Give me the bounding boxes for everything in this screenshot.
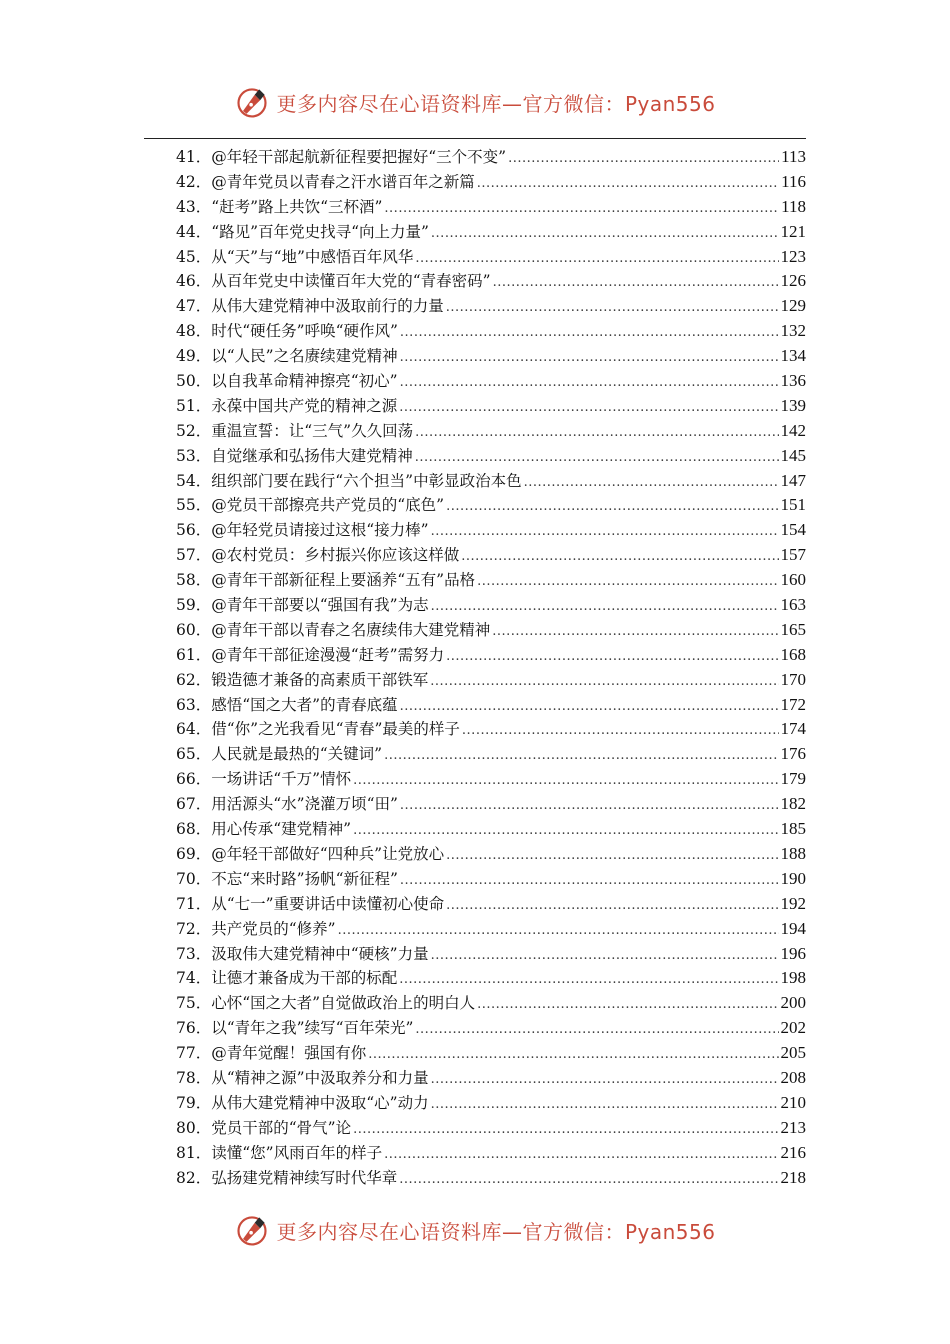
toc-dot-leader: [508, 147, 779, 172]
toc-entry[interactable]: [176, 1041, 806, 1066]
toc-entry-title: 69．@年轻干部做好“四种兵”让党放心: [176, 844, 445, 863]
toc-entry-page-number: 170: [780, 669, 806, 689]
toc-entry-page-number: 208: [780, 1067, 806, 1087]
toc-entry[interactable]: [176, 1116, 806, 1141]
toc-entry-page-number: 163: [780, 595, 806, 615]
toc-entry-title: 58．@青年干部新征程上要涵养“五有”品格: [176, 571, 476, 590]
toc-entry-page-number: 205: [780, 1043, 806, 1063]
toc-entry-title: 60．@青年干部以青春之名赓续伟大建党精神: [176, 620, 491, 639]
toc-entry-page-number: 121: [780, 221, 806, 241]
toc-dot-leader: [431, 222, 779, 247]
toc-entry-page-number: 168: [780, 644, 806, 664]
toc-entry-page-number: 126: [780, 271, 806, 291]
toc-entry[interactable]: [176, 195, 806, 220]
toc-entry[interactable]: [176, 717, 806, 742]
toc-entry[interactable]: [176, 543, 806, 568]
toc-entry-title: 79．从伟大建党精神中汲取“心”动力: [176, 1093, 429, 1112]
toc-entry[interactable]: [176, 618, 806, 643]
footer-watermark-text: 更多内容尽在心语资料库—官方微信：Pyan556: [276, 1219, 716, 1244]
toc-dot-leader: [353, 1118, 778, 1143]
toc-entry-title: 44．“路见”百年党史找寻“向上力量”: [176, 222, 429, 241]
toc-entry[interactable]: [176, 1091, 806, 1116]
toc-entry[interactable]: [176, 842, 806, 867]
toc-entry-page-number: 160: [780, 570, 806, 590]
toc-entry-title: 80．党员干部的“骨气”论: [176, 1118, 352, 1137]
toc-dot-leader: [477, 993, 778, 1018]
toc-entry-page-number: 202: [780, 1018, 806, 1038]
toc-entry-title: 64．借“你”之光我看见“青春”最美的样子: [176, 720, 460, 739]
toc-entry[interactable]: [176, 220, 806, 245]
toc-entry[interactable]: [176, 792, 806, 817]
toc-dot-leader: [353, 769, 778, 794]
toc-entry[interactable]: [176, 817, 806, 842]
toc-dot-leader: [400, 371, 779, 396]
toc-entry-title: 61．@青年干部征途漫漫“赶考”需努力: [176, 645, 445, 664]
toc-entry-page-number: 176: [780, 744, 806, 764]
toc-entry[interactable]: [176, 942, 806, 967]
toc-entry-page-number: 134: [780, 346, 806, 366]
toc-dot-leader: [446, 495, 778, 520]
toc-entry-title: 74．让德才兼备成为干部的标配: [176, 969, 398, 988]
toc-entry-page-number: 172: [780, 694, 806, 714]
header-watermark-text: 更多内容尽在心语资料库—官方微信：Pyan556: [276, 91, 716, 116]
toc-entry-page-number: 145: [780, 445, 806, 465]
toc-entry-page-number: 198: [780, 968, 806, 988]
toc-entry-page-number: 154: [780, 520, 806, 540]
toc-entry-title: 53．自觉继承和弘扬伟大建党精神: [176, 446, 413, 465]
toc-dot-leader: [431, 1068, 779, 1093]
toc-dot-leader: [384, 197, 779, 222]
toc-entry[interactable]: [176, 319, 806, 344]
toc-entry[interactable]: [176, 892, 806, 917]
toc-entry-title: 73．汲取伟大建党精神中“硬核”力量: [176, 944, 429, 963]
toc-entry[interactable]: [176, 170, 806, 195]
toc-dot-leader: [415, 1018, 778, 1043]
toc-dot-leader: [399, 396, 778, 421]
toc-entry-page-number: 213: [780, 1117, 806, 1137]
toc-entry-page-number: 185: [780, 819, 806, 839]
toc-entry-page-number: 123: [780, 246, 806, 266]
pen-nib-logo-icon: [234, 84, 270, 120]
toc-entry[interactable]: [176, 518, 806, 543]
header-divider: [144, 138, 806, 139]
toc-entry-page-number: 147: [780, 470, 806, 490]
toc-dot-leader: [400, 794, 779, 819]
toc-entry-title: 54．组织部门要在践行“六个担当”中彰显政治本色: [176, 471, 522, 490]
toc-entry[interactable]: [176, 668, 806, 693]
toc-entry-title: 43．“赶考”路上共饮“三杯酒”: [176, 197, 383, 216]
toc-dot-leader: [353, 819, 778, 844]
footer-watermark-banner: [0, 1210, 950, 1250]
toc-dot-leader: [338, 919, 779, 944]
toc-entry-page-number: 218: [780, 1167, 806, 1187]
toc-entry[interactable]: [176, 394, 806, 419]
toc-entry[interactable]: [176, 469, 806, 494]
toc-entry-title: 63．感悟“国之大者”的青春底蕴: [176, 695, 398, 714]
toc-entry[interactable]: [176, 568, 806, 593]
toc-entry[interactable]: [176, 991, 806, 1016]
toc-dot-leader: [493, 271, 779, 296]
toc-entry-title: 51．永葆中国共产党的精神之源: [176, 396, 398, 415]
toc-dot-leader: [446, 296, 779, 321]
toc-dot-leader: [384, 1143, 778, 1168]
toc-dot-leader: [431, 944, 779, 969]
toc-entry-title: 67．用活源头“水”浇灌万顷“田”: [176, 795, 398, 814]
toc-dot-leader: [400, 695, 779, 720]
toc-entry-title: 75．心怀“国之大者”自觉做政治上的明白人: [176, 994, 476, 1013]
toc-entry-page-number: 142: [780, 420, 806, 440]
toc-entry-title: 82．弘扬建党精神续写时代华章: [176, 1168, 398, 1187]
toc-entry-page-number: 192: [780, 893, 806, 913]
toc-entry[interactable]: [176, 643, 806, 668]
toc-entry-title: 56．@年轻党员请接过这根“接力棒”: [176, 521, 429, 540]
toc-entry-title: 49．以“人民”之名赓续建党精神: [176, 347, 398, 366]
toc-entry-page-number: 116: [781, 171, 806, 191]
toc-entry-title: 41．@年轻干部起航新征程要把握好“三个不变”: [176, 148, 507, 166]
toc-dot-leader: [400, 346, 779, 371]
toc-dot-leader: [446, 844, 778, 869]
toc-entry-page-number: 182: [780, 794, 806, 814]
toc-entry[interactable]: [176, 493, 806, 518]
toc-entry-page-number: 129: [780, 296, 806, 316]
toc-dot-leader: [446, 645, 778, 670]
toc-dot-leader: [415, 247, 778, 272]
toc-entry[interactable]: [176, 344, 806, 369]
toc-entry-title: 71．从“七一”重要讲话中读懂初心使命: [176, 894, 445, 913]
toc-entry[interactable]: [176, 867, 806, 892]
toc-entry-page-number: 151: [780, 495, 806, 515]
toc-dot-leader: [446, 894, 778, 919]
toc-dot-leader: [524, 471, 779, 496]
header-watermark-banner: [0, 82, 950, 122]
toc-entry-title: 65．人民就是最热的“关键词”: [176, 745, 383, 764]
toc-entry-title: 59．@青年干部要以“强国有我”为志: [176, 596, 429, 615]
toc-entry[interactable]: [176, 966, 806, 991]
toc-dot-leader: [415, 446, 779, 471]
toc-entry-page-number: 200: [780, 993, 806, 1013]
toc-entry[interactable]: [176, 1016, 806, 1041]
toc-entry-page-number: 190: [780, 868, 806, 888]
toc-entry-page-number: 210: [780, 1092, 806, 1112]
pen-nib-logo-icon: [234, 1212, 270, 1248]
toc-dot-leader: [431, 595, 779, 620]
toc-entry-title: 66．一场讲话“千万”情怀: [176, 770, 352, 789]
toc-entry-title: 50．以自我革命精神擦亮“初心”: [176, 372, 398, 391]
toc-entry-page-number: 132: [780, 321, 806, 341]
toc-entry[interactable]: [176, 444, 806, 469]
toc-entry-title: 70．不忘“来时路”扬帆“新征程”: [176, 869, 398, 888]
toc-entry-title: 47．从伟大建党精神中汲取前行的力量: [176, 297, 444, 316]
toc-entry-page-number: 165: [780, 619, 806, 639]
toc-dot-leader: [384, 744, 778, 769]
toc-entry-title: 81．读懂“您”风雨百年的样子: [176, 1143, 383, 1162]
toc-entry-title: 62．锻造德才兼备的高素质干部铁军: [176, 670, 429, 689]
toc-dot-leader: [430, 670, 778, 695]
toc-entry-title: 52．重温宣誓：让“三气”久久回荡: [176, 421, 414, 440]
toc-dot-leader: [477, 570, 778, 595]
toc-entry-title: 76．以“青年之我”续写“百年荣光”: [176, 1019, 414, 1038]
toc-entry-page-number: 188: [780, 843, 806, 863]
toc-entry-title: 46．从百年党史中读懂百年大党的“青春密码”: [176, 272, 491, 291]
toc-entry-title: 55．@党员干部擦亮共产党员的“底色”: [176, 496, 445, 515]
toc-entry[interactable]: [176, 1066, 806, 1091]
toc-entry-page-number: 136: [780, 371, 806, 391]
toc-entry-page-number: 196: [780, 943, 806, 963]
toc-entry-title: 72．共产党员的“修养”: [176, 919, 336, 938]
toc-entry[interactable]: [176, 294, 806, 319]
table-of-contents: [176, 145, 806, 1190]
toc-entry-page-number: 174: [780, 719, 806, 739]
toc-entry[interactable]: [176, 767, 806, 792]
toc-entry-page-number: 118: [781, 196, 806, 216]
toc-dot-leader: [477, 172, 779, 197]
toc-entry[interactable]: [176, 917, 806, 942]
toc-entry-page-number: 139: [780, 395, 806, 415]
toc-entry-title: 42．@青年党员以青春之汗水谱百年之新篇: [176, 172, 475, 191]
toc-entry-page-number: 113: [781, 147, 806, 166]
toc-entry-title: 77．@青年觉醒！强国有你: [176, 1044, 367, 1063]
toc-entry[interactable]: [176, 145, 806, 170]
toc-entry[interactable]: [176, 269, 806, 294]
toc-entry-title: 68．用心传承“建党精神”: [176, 820, 352, 839]
toc-entry-page-number: 179: [780, 769, 806, 789]
toc-dot-leader: [431, 1093, 779, 1118]
toc-dot-leader: [492, 620, 778, 645]
toc-dot-leader: [415, 421, 778, 446]
toc-entry-title: 57．@农村党员：乡村振兴你应该这样做: [176, 546, 460, 565]
toc-dot-leader: [431, 520, 779, 545]
toc-entry-page-number: 216: [780, 1142, 806, 1162]
toc-entry[interactable]: [176, 593, 806, 618]
toc-dot-leader: [400, 321, 779, 346]
toc-entry[interactable]: [176, 742, 806, 767]
toc-entry[interactable]: [176, 1141, 806, 1166]
toc-dot-leader: [368, 1043, 778, 1068]
toc-entry[interactable]: [176, 693, 806, 718]
toc-entry[interactable]: [176, 1166, 806, 1191]
toc-entry-page-number: 157: [780, 545, 806, 565]
toc-dot-leader: [399, 968, 778, 993]
toc-dot-leader: [400, 869, 779, 894]
toc-dot-leader: [399, 1168, 778, 1193]
toc-entry-page-number: 194: [780, 918, 806, 938]
toc-entry[interactable]: [176, 369, 806, 394]
toc-dot-leader: [461, 545, 778, 570]
toc-entry[interactable]: [176, 245, 806, 270]
toc-entry-title: 48．时代“硬任务”呼唤“硬作风”: [176, 322, 398, 341]
toc-entry-title: 45．从“天”与“地”中感悟百年风华: [176, 247, 414, 266]
toc-entry[interactable]: [176, 419, 806, 444]
toc-dot-leader: [462, 719, 779, 744]
toc-entry-title: 78．从“精神之源”中汲取养分和力量: [176, 1068, 429, 1087]
